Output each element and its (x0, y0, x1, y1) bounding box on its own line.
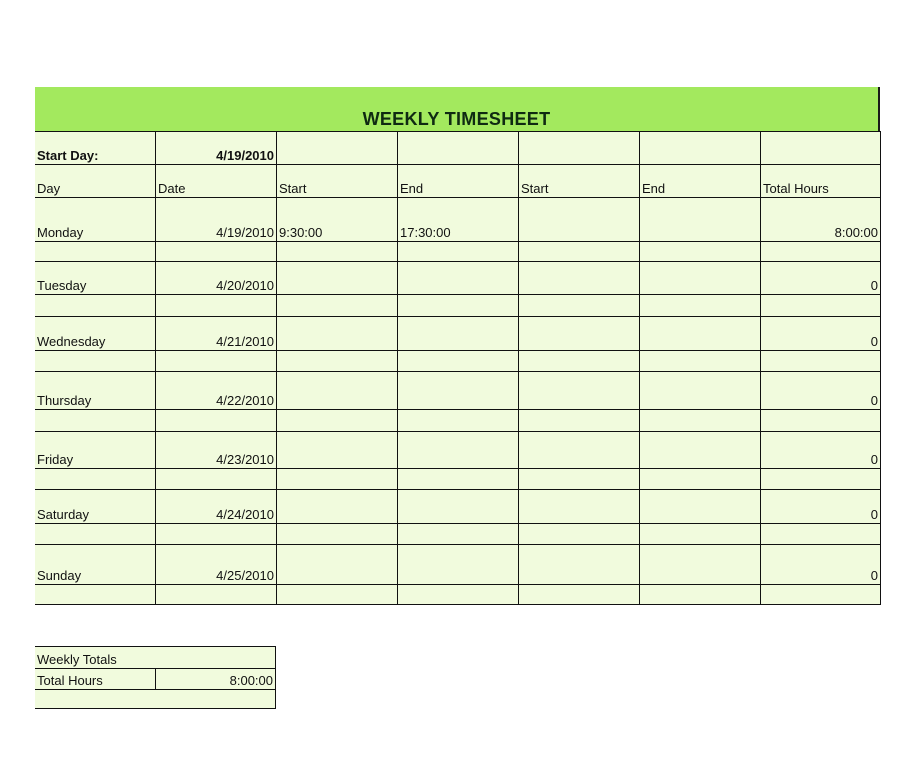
header-start-1: Start (276, 165, 397, 197)
header-start-2: Start (518, 165, 639, 197)
tuesday-end-1-cell[interactable] (397, 262, 518, 294)
sunday-sub-end-2-cell[interactable] (639, 585, 760, 604)
timesheet-grid (35, 131, 881, 605)
monday-date-cell[interactable] (155, 198, 276, 241)
sunday-sub-total-hours-cell[interactable] (760, 585, 881, 604)
sunday-start-2-cell[interactable] (518, 545, 639, 584)
saturday-start-2-cell[interactable] (518, 490, 639, 523)
title-bar (35, 87, 880, 131)
wednesday-day: Wednesday (37, 334, 106, 349)
tuesday-sub-day-cell[interactable] (35, 295, 155, 316)
saturday-total-hours-cell[interactable] (760, 490, 881, 523)
thursday-end-1-cell[interactable] (397, 372, 518, 409)
day-row-sunday (35, 544, 881, 584)
header-end-1: End (397, 165, 518, 197)
monday-sub-end-1-cell[interactable] (397, 242, 518, 261)
start-day-label: Start Day: (37, 148, 99, 163)
tuesday-start-2-cell[interactable] (518, 262, 639, 294)
monday-end-2-cell[interactable] (639, 198, 760, 241)
cell[interactable] (760, 132, 881, 164)
monday-sub-start-1-cell[interactable] (276, 242, 397, 261)
tuesday-start-1-cell[interactable] (276, 262, 397, 294)
monday-start-2-cell[interactable] (518, 198, 639, 241)
thursday-sub-end-1-cell[interactable] (397, 410, 518, 431)
monday-end-1-cell[interactable] (397, 198, 518, 241)
cell[interactable] (639, 132, 760, 164)
saturday-start-1-cell[interactable] (276, 490, 397, 523)
saturday-sub-end-2-cell[interactable] (639, 524, 760, 544)
saturday-sub-day-cell[interactable] (35, 524, 155, 544)
start-day-value-cell[interactable] (155, 132, 276, 164)
thursday-start-2-cell[interactable] (518, 372, 639, 409)
thursday-total-hours-cell[interactable] (760, 372, 881, 409)
cell[interactable] (276, 132, 397, 164)
day-row-wednesday (35, 316, 881, 350)
friday-day-cell[interactable] (35, 432, 155, 468)
tuesday-sub-end-1-cell[interactable] (397, 295, 518, 316)
saturday-day-cell[interactable] (35, 490, 155, 523)
saturday-sub-end-1-cell[interactable] (397, 524, 518, 544)
sunday-total-hours: 0 (870, 568, 878, 583)
weekly-totals-heading-row (35, 647, 275, 668)
monday-total-hours-cell[interactable] (760, 198, 881, 241)
day-subrow-thursday (35, 409, 881, 431)
friday-total-hours: 0 (870, 452, 878, 467)
day-subrow-friday (35, 468, 881, 489)
thursday-start-1-cell[interactable] (276, 372, 397, 409)
sunday-total-hours-cell[interactable] (760, 545, 881, 584)
day-subrow-monday (35, 241, 881, 261)
friday-total-hours-cell[interactable] (760, 432, 881, 468)
friday-start-2-cell[interactable] (518, 432, 639, 468)
friday-start-1-cell[interactable] (276, 432, 397, 468)
header-day: Day (37, 181, 61, 196)
start-day-row (35, 131, 881, 164)
day-subrow-wednesday (35, 350, 881, 371)
saturday-total-hours: 0 (870, 507, 878, 522)
wednesday-sub-total-hours-cell[interactable] (760, 351, 881, 371)
monday-date: 4/19/2010 (216, 225, 274, 240)
saturday-end-1-cell[interactable] (397, 490, 518, 523)
weekly-totals-box (35, 646, 276, 709)
tuesday-total-hours: 0 (870, 278, 878, 293)
monday-start-1-cell[interactable] (276, 198, 397, 241)
monday-day-cell[interactable] (35, 198, 155, 241)
tuesday-total-hours-cell[interactable] (760, 262, 881, 294)
saturday-sub-start-2-cell[interactable] (518, 524, 639, 544)
cell[interactable] (397, 132, 518, 164)
thursday-sub-date-cell[interactable] (155, 410, 276, 431)
totals-blank-row (35, 690, 275, 709)
thursday-sub-end-2-cell[interactable] (639, 410, 760, 431)
sunday-day-cell[interactable] (35, 545, 155, 584)
sunday-end-1-cell[interactable] (397, 545, 518, 584)
sunday-sub-start-2-cell[interactable] (518, 585, 639, 604)
tuesday-sub-start-1-cell[interactable] (276, 295, 397, 316)
saturday-date: 4/24/2010 (216, 507, 274, 522)
day-subrow-tuesday (35, 294, 881, 316)
thursday-total-hours: 0 (870, 393, 878, 408)
wednesday-date: 4/21/2010 (216, 334, 274, 349)
day-row-tuesday (35, 261, 881, 294)
friday-sub-start-1-cell[interactable] (276, 469, 397, 489)
thursday-sub-start-1-cell[interactable] (276, 410, 397, 431)
friday-sub-total-hours-cell[interactable] (760, 469, 881, 489)
sunday-sub-date-cell[interactable] (155, 585, 276, 604)
cell[interactable] (518, 132, 639, 164)
tuesday-day: Tuesday (37, 278, 87, 293)
tuesday-date-cell[interactable] (155, 262, 276, 294)
wednesday-sub-end-1-cell[interactable] (397, 351, 518, 371)
wednesday-start-1-cell[interactable] (276, 317, 397, 350)
start-day-label-cell[interactable] (35, 132, 155, 164)
tuesday-day-cell[interactable] (35, 262, 155, 294)
sunday-date-cell[interactable] (155, 545, 276, 584)
thursday-date-cell[interactable] (155, 372, 276, 409)
day-subrow-sunday (35, 584, 881, 605)
tuesday-sub-date-cell[interactable] (155, 295, 276, 316)
wednesday-total-hours: 0 (870, 334, 878, 349)
tuesday-sub-start-2-cell[interactable] (518, 295, 639, 316)
sunday-start-1-cell[interactable] (276, 545, 397, 584)
saturday-sub-total-hours-cell[interactable] (760, 524, 881, 544)
monday-sub-start-2-cell[interactable] (518, 242, 639, 261)
monday-sub-total-hours-cell[interactable] (760, 242, 881, 261)
monday-sub-date-cell[interactable] (155, 242, 276, 261)
friday-end-2-cell[interactable] (639, 432, 760, 468)
header-total-hours: Total Hours (760, 165, 881, 197)
sunday-end-2-cell[interactable] (639, 545, 760, 584)
start-day-value: 4/19/2010 (216, 148, 274, 163)
thursday-sub-total-hours-cell[interactable] (760, 410, 881, 431)
sunday-sub-day-cell[interactable] (35, 585, 155, 604)
wednesday-sub-start-1-cell[interactable] (276, 351, 397, 371)
sunday-sub-start-1-cell[interactable] (276, 585, 397, 604)
sheet-title: WEEKLY TIMESHEET (362, 109, 551, 129)
day-row-thursday (35, 371, 881, 409)
wednesday-day-cell[interactable] (35, 317, 155, 350)
tuesday-end-2-cell[interactable] (639, 262, 760, 294)
friday-sub-day-cell[interactable] (35, 469, 155, 489)
thursday-day: Thursday (37, 393, 92, 408)
header-end-2: End (639, 165, 760, 197)
saturday-day: Saturday (37, 507, 90, 522)
day-subrow-saturday (35, 523, 881, 544)
total-hours-label: Total Hours (37, 673, 103, 688)
wednesday-sub-day-cell[interactable] (35, 351, 155, 371)
weekly-totals-heading: Weekly Totals (37, 652, 117, 667)
wednesday-sub-start-2-cell[interactable] (518, 351, 639, 371)
thursday-sub-day-cell[interactable] (35, 410, 155, 431)
saturday-sub-start-1-cell[interactable] (276, 524, 397, 544)
wednesday-end-2-cell[interactable] (639, 317, 760, 350)
thursday-date: 4/22/2010 (216, 393, 274, 408)
total-hours-row (35, 668, 275, 690)
thursday-day-cell[interactable] (35, 372, 155, 409)
total-hours-value[interactable]: 8:00:00 (229, 673, 273, 688)
saturday-date-cell[interactable] (155, 490, 276, 523)
header-date: Date (155, 165, 276, 197)
header-row (35, 164, 881, 197)
monday-start-1: 9:30:00 (279, 225, 323, 240)
monday-total-hours: 8:00:00 (834, 225, 878, 240)
tuesday-sub-total-hours-cell[interactable] (760, 295, 881, 316)
wednesday-start-2-cell[interactable] (518, 317, 639, 350)
monday-sub-day-cell[interactable] (35, 242, 155, 261)
friday-date: 4/23/2010 (216, 452, 274, 467)
friday-sub-date-cell[interactable] (155, 469, 276, 489)
day-row-friday (35, 431, 881, 468)
wednesday-end-1-cell[interactable] (397, 317, 518, 350)
tuesday-sub-end-2-cell[interactable] (639, 295, 760, 316)
saturday-sub-date-cell[interactable] (155, 524, 276, 544)
friday-date-cell[interactable] (155, 432, 276, 468)
total-hours-divider (155, 669, 156, 689)
friday-sub-start-2-cell[interactable] (518, 469, 639, 489)
monday-end-1: 17:30:00 (400, 225, 451, 240)
sunday-sub-end-1-cell[interactable] (397, 585, 518, 604)
day-row-monday (35, 197, 881, 241)
monday-sub-end-2-cell[interactable] (639, 242, 760, 261)
wednesday-date-cell[interactable] (155, 317, 276, 350)
day-row-saturday (35, 489, 881, 523)
tuesday-date: 4/20/2010 (216, 278, 274, 293)
saturday-end-2-cell[interactable] (639, 490, 760, 523)
thursday-sub-start-2-cell[interactable] (518, 410, 639, 431)
sunday-day: Sunday (37, 568, 82, 583)
wednesday-total-hours-cell[interactable] (760, 317, 881, 350)
monday-day: Monday (37, 225, 84, 240)
friday-sub-end-2-cell[interactable] (639, 469, 760, 489)
friday-sub-end-1-cell[interactable] (397, 469, 518, 489)
friday-end-1-cell[interactable] (397, 432, 518, 468)
friday-day: Friday (37, 452, 74, 467)
thursday-end-2-cell[interactable] (639, 372, 760, 409)
wednesday-sub-end-2-cell[interactable] (639, 351, 760, 371)
sunday-date: 4/25/2010 (216, 568, 274, 583)
wednesday-sub-date-cell[interactable] (155, 351, 276, 371)
